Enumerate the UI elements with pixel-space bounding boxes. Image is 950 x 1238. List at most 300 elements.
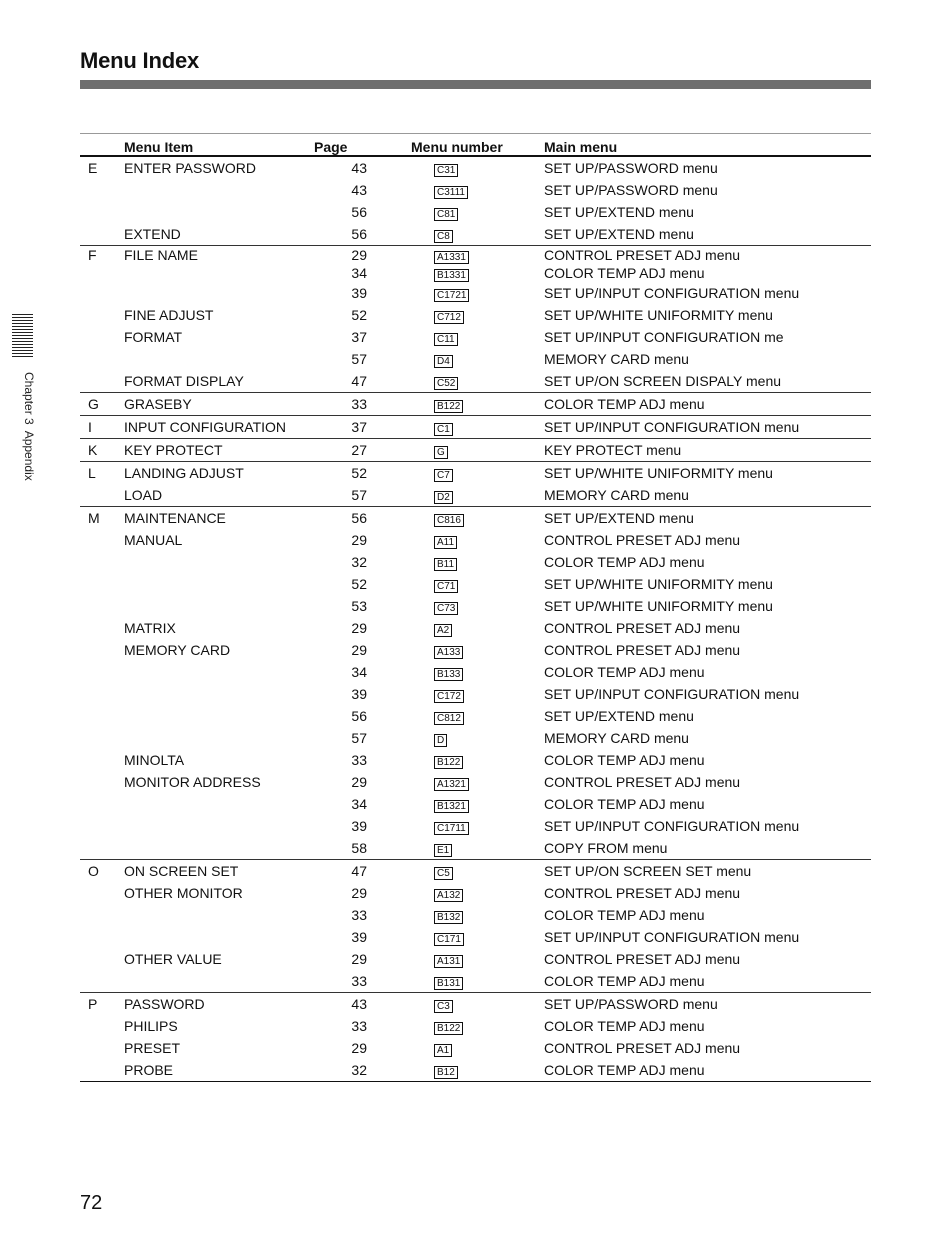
menu-number-cell [367,551,544,573]
menu-number-code: C71 [434,580,458,593]
table-row [80,393,871,416]
menu-item-name [124,926,314,948]
menu-number-cell [367,416,544,439]
index-letter [80,771,124,793]
main-menu-name: SET UP/INPUT CONFIGURATION menu [544,686,800,702]
main-menu-name: COLOR TEMP ADJ menu [544,796,705,812]
menu-number-code: C816 [434,514,464,527]
main-menu-name: SET UP/WHITE UNIFORMITY menu [544,307,773,323]
index-letter: K [80,439,124,462]
page-ref: 29 [351,620,367,636]
menu-number-cell [367,904,544,926]
index-letter: P [80,993,124,1016]
menu-number-code: C5 [434,867,453,880]
menu-number-cell [367,529,544,551]
menu-item-name: LOAD [124,487,163,503]
page-ref: 33 [314,393,367,416]
page-ref: 57 [351,730,367,746]
menu-number-code: B131 [434,977,463,990]
table-row [80,223,871,246]
menu-item-name: PRESET [124,1040,181,1056]
menu-number-cell [367,793,544,815]
menu-item-name [124,683,314,705]
menu-item-name: FINE ADJUST [124,307,214,323]
index-letter [80,573,124,595]
table-row [80,156,871,179]
table-row [80,507,871,530]
main-menu-name: SET UP/INPUT CONFIGURATION menu [544,285,800,301]
table-row [80,617,871,639]
table-row [80,749,871,771]
main-menu-name: SET UP/EXTEND menu [544,226,694,242]
index-letter [80,705,124,727]
page-ref: 39 [351,686,367,702]
page-ref: 29 [351,532,367,548]
main-menu-name: SET UP/ON SCREEN DISPALY menu [544,373,782,389]
table-row [80,529,871,551]
table-row [80,326,871,348]
menu-number-cell [367,246,544,265]
menu-number-cell [367,156,544,179]
menu-item-name [124,705,314,727]
page-ref: 47 [351,373,367,389]
menu-item-name: PASSWORD [124,993,314,1016]
table-row [80,246,871,265]
menu-number-code: A11 [434,536,457,549]
page-ref: 58 [351,840,367,856]
menu-number-code: B132 [434,911,463,924]
main-menu-name: CONTROL PRESET ADJ menu [544,885,741,901]
menu-item-name [124,970,314,993]
main-menu-name: SET UP/WHITE UNIFORMITY menu [544,598,773,614]
menu-item-name [124,201,314,223]
menu-item-name [124,348,314,370]
menu-item-name: MAINTENANCE [124,507,314,530]
page-ref: 29 [351,774,367,790]
page-ref: 39 [351,929,367,945]
index-letter: G [80,393,124,416]
index-letter [80,882,124,904]
menu-item-name: FORMAT [124,329,183,345]
menu-number-cell [367,282,544,304]
page-ref: 29 [351,1040,367,1056]
menu-item-name [124,793,314,815]
page-ref: 29 [351,951,367,967]
menu-number-cell [367,370,544,393]
header-menu-item: Menu Item [124,134,314,157]
table-row [80,179,871,201]
menu-number-cell [367,393,544,416]
table-row [80,904,871,926]
main-menu-name: COLOR TEMP ADJ menu [544,554,705,570]
table-row [80,882,871,904]
main-menu-name: SET UP/ON SCREEN SET menu [544,860,871,883]
table-row [80,993,871,1016]
menu-number-code: A131 [434,955,463,968]
menu-number-cell [367,970,544,993]
menu-number-cell [367,683,544,705]
index-letter [80,1037,124,1059]
menu-item-name [124,595,314,617]
menu-number-cell [367,1037,544,1059]
page-ref: 57 [351,351,367,367]
menu-item-name: EXTEND [124,226,181,242]
menu-number-code: A2 [434,624,452,637]
menu-item-name: OTHER VALUE [124,951,222,967]
page-ref: 34 [351,664,367,680]
index-letter [80,529,124,551]
main-menu-name: SET UP/EXTEND menu [544,507,871,530]
menu-number-cell [367,1015,544,1037]
menu-number-cell [367,837,544,860]
menu-number-code: B1331 [434,269,469,282]
index-letter [80,370,124,393]
page-ref: 27 [314,439,367,462]
menu-item-name: FILE NAME [124,246,314,265]
index-letter [80,348,124,370]
main-menu-name: SET UP/INPUT CONFIGURATION menu [544,818,800,834]
main-menu-name: CONTROL PRESET ADJ menu [544,620,741,636]
table-row [80,348,871,370]
menu-number-cell [367,201,544,223]
main-menu-name: KEY PROTECT menu [544,439,871,462]
main-menu-name: CONTROL PRESET ADJ menu [544,1040,741,1056]
main-menu-name: SET UP/WHITE UNIFORMITY menu [544,462,871,485]
table-row [80,439,871,462]
page-ref: 37 [314,416,367,439]
menu-item-name: FORMAT DISPLAY [124,373,244,389]
main-menu-name: COLOR TEMP ADJ menu [544,752,705,768]
page-ref: 53 [351,598,367,614]
menu-number-code: C1 [434,423,453,436]
page-ref: 33 [351,973,367,989]
table-row [80,573,871,595]
main-menu-name: COLOR TEMP ADJ menu [544,265,705,281]
menu-item-name [124,904,314,926]
menu-number-code: C7 [434,469,453,482]
index-letter [80,727,124,749]
index-letter [80,683,124,705]
table-row [80,948,871,970]
menu-number-cell [367,179,544,201]
page-ref: 43 [314,156,367,179]
menu-item-name: GRASEBY [124,393,314,416]
menu-number-code: A1 [434,1044,452,1057]
index-letter [80,484,124,507]
index-letter [80,1015,124,1037]
index-letter [80,179,124,201]
table-row [80,683,871,705]
menu-number-cell [367,926,544,948]
main-menu-name: CONTROL PRESET ADJ menu [544,246,871,265]
table-row [80,860,871,883]
table-row [80,462,871,485]
index-letter: O [80,860,124,883]
index-letter [80,304,124,326]
main-menu-name: COLOR TEMP ADJ menu [544,664,705,680]
page-ref: 32 [314,1059,367,1082]
header-letter [80,134,124,157]
table-row [80,639,871,661]
page-ref: 29 [351,642,367,658]
page-ref: 57 [351,487,367,503]
table-body [80,156,871,1082]
menu-number-code: C81 [434,208,458,221]
index-letter [80,749,124,771]
main-menu-name: COLOR TEMP ADJ menu [544,393,871,416]
page-ref: 56 [314,507,367,530]
menu-item-name [124,264,314,282]
menu-number-code: G [434,446,448,459]
title-rule [80,80,871,89]
menu-number-code: A1321 [434,778,469,791]
index-letter [80,264,124,282]
table-row [80,1059,871,1082]
page-ref: 29 [351,885,367,901]
index-letter [80,326,124,348]
menu-number-code: B12 [434,1066,458,1079]
menu-item-name: MEMORY CARD [124,642,231,658]
table-row [80,370,871,393]
main-menu-name: COLOR TEMP ADJ menu [544,907,705,923]
menu-item-name: KEY PROTECT [124,439,314,462]
menu-item-name: MINOLTA [124,752,185,768]
index-letter [80,948,124,970]
menu-number-cell [367,223,544,246]
menu-number-code: C73 [434,602,458,615]
chapter-tab-marker [12,314,33,359]
page-ref: 56 [351,226,367,242]
menu-number-code: B122 [434,1022,463,1035]
page-ref: 33 [351,752,367,768]
page-ref: 34 [351,796,367,812]
page-ref: 32 [351,554,367,570]
main-menu-name: SET UP/INPUT CONFIGURATION menu [544,416,871,439]
table-row [80,304,871,326]
menu-item-name: PHILIPS [124,1018,178,1034]
menu-number-cell [367,462,544,485]
index-letter [80,661,124,683]
main-menu-name: SET UP/INPUT CONFIGURATION menu [544,929,800,945]
menu-item-name [124,837,314,860]
menu-number-code: A133 [434,646,463,659]
main-menu-name: COLOR TEMP ADJ menu [544,973,705,989]
menu-number-cell [367,860,544,883]
table-row [80,926,871,948]
menu-number-cell [367,439,544,462]
main-menu-name: SET UP/INPUT CONFIGURATION me [544,329,784,345]
menu-number-cell [367,727,544,749]
index-letter [80,595,124,617]
menu-number-code: C3111 [434,186,468,199]
menu-item-name [124,179,314,201]
table-row [80,771,871,793]
menu-number-cell [367,948,544,970]
table-row [80,484,871,507]
page-ref: 33 [351,1018,367,1034]
main-menu-name: MEMORY CARD menu [544,351,689,367]
menu-number-code: C3 [434,1000,453,1013]
main-menu-name: COPY FROM menu [544,840,668,856]
main-menu-name: CONTROL PRESET ADJ menu [544,642,741,658]
table-row [80,1015,871,1037]
index-letter [80,201,124,223]
menu-number-cell [367,348,544,370]
page-ref: 39 [351,285,367,301]
menu-number-code: B11 [434,558,457,571]
table-row [80,282,871,304]
menu-item-name: OTHER MONITOR [124,885,243,901]
menu-index-table [80,133,871,1082]
menu-item-name: MANUAL [124,532,183,548]
page-ref: 52 [351,307,367,323]
menu-number-code: C1711 [434,822,469,835]
table-row [80,1037,871,1059]
menu-item-name: INPUT CONFIGURATION [124,416,314,439]
menu-item-name: MATRIX [124,620,176,636]
page-title: Menu Index [80,48,200,73]
menu-number-cell [367,326,544,348]
index-letter [80,282,124,304]
menu-number-cell [367,815,544,837]
menu-number-cell [367,595,544,617]
table-row [80,705,871,727]
table-row [80,595,871,617]
page-ref: 33 [351,907,367,923]
menu-item-name [124,727,314,749]
menu-number-code: B1321 [434,800,469,813]
menu-number-cell [367,617,544,639]
index-letter [80,904,124,926]
main-menu-name: SET UP/EXTEND menu [544,204,694,220]
menu-number-code: C812 [434,712,464,725]
page-ref: 47 [314,860,367,883]
main-menu-name: SET UP/WHITE UNIFORMITY menu [544,576,773,592]
page-ref: 43 [314,993,367,1016]
chapter-side-label: Chapter 3 Appendix [22,372,36,481]
menu-item-name: ENTER PASSWORD [124,156,314,179]
menu-number-cell [367,749,544,771]
index-letter [80,639,124,661]
menu-number-cell [367,1059,544,1082]
page-ref: 52 [351,576,367,592]
menu-number-code: B122 [434,756,463,769]
page-ref: 52 [314,462,367,485]
page-number: 72 [80,1192,103,1214]
index-letter [80,551,124,573]
page-ref: 37 [351,329,367,345]
header-page: Page [314,134,367,157]
menu-number-cell [367,705,544,727]
main-menu-name: SET UP/PASSWORD menu [544,156,871,179]
menu-number-cell [367,993,544,1016]
table-row [80,416,871,439]
main-menu-name: CONTROL PRESET ADJ menu [544,532,741,548]
page-ref: 56 [351,204,367,220]
index-letter [80,617,124,639]
index-letter [80,970,124,993]
menu-number-cell [367,507,544,530]
index-letter [80,1059,124,1082]
table-row [80,970,871,993]
menu-item-name: PROBE [124,1059,314,1082]
header-menu-number: Menu number [367,134,544,157]
main-menu-name: SET UP/EXTEND menu [544,708,694,724]
main-menu-name: CONTROL PRESET ADJ menu [544,774,741,790]
index-letter: I [80,416,124,439]
menu-number-code: B122 [434,400,463,413]
menu-number-cell [367,661,544,683]
table-row [80,837,871,860]
menu-item-name [124,815,314,837]
menu-item-name [124,661,314,683]
index-letter [80,837,124,860]
page-ref: 34 [351,265,367,281]
menu-number-cell [367,304,544,326]
menu-number-code: A1331 [434,251,469,264]
table-row [80,661,871,683]
menu-number-code: C52 [434,377,458,390]
table-row [80,201,871,223]
index-letter [80,815,124,837]
index-letter: F [80,246,124,265]
menu-number-code: B133 [434,668,463,681]
menu-number-code: E1 [434,844,452,857]
table-row [80,551,871,573]
menu-number-cell [367,484,544,507]
header-main-menu: Main menu [544,134,871,157]
page-ref: 56 [351,708,367,724]
main-menu-name: COLOR TEMP ADJ menu [544,1018,705,1034]
menu-item-name: MONITOR ADDRESS [124,774,261,790]
index-letter [80,223,124,246]
menu-item-name [124,551,314,573]
menu-number-code: C712 [434,311,464,324]
table-row [80,815,871,837]
page-ref: 29 [314,246,367,265]
menu-number-cell [367,639,544,661]
main-menu-name: SET UP/PASSWORD menu [544,182,718,198]
table-header-row [80,134,871,157]
menu-item-name [124,282,314,304]
main-menu-name: COLOR TEMP ADJ menu [544,1059,871,1082]
index-letter [80,926,124,948]
menu-number-code: C8 [434,230,453,243]
menu-number-code: C171 [434,933,464,946]
menu-number-code: C1721 [434,289,469,302]
table-row [80,793,871,815]
main-menu-name: SET UP/PASSWORD menu [544,993,871,1016]
index-letter: L [80,462,124,485]
menu-number-code: D4 [434,355,453,368]
menu-number-cell [367,882,544,904]
page-ref: 43 [351,182,367,198]
main-menu-name: MEMORY CARD menu [544,487,689,503]
menu-number-code: D [434,734,447,747]
menu-number-cell [367,264,544,282]
menu-number-cell [367,573,544,595]
menu-number-code: D2 [434,491,453,504]
menu-item-name: ON SCREEN SET [124,860,314,883]
index-letter: M [80,507,124,530]
menu-number-code: A132 [434,889,463,902]
menu-number-code: C11 [434,333,458,346]
main-menu-name: CONTROL PRESET ADJ menu [544,951,741,967]
menu-number-cell [367,771,544,793]
main-menu-name: MEMORY CARD menu [544,730,689,746]
menu-item-name: LANDING ADJUST [124,462,314,485]
table-row [80,264,871,282]
